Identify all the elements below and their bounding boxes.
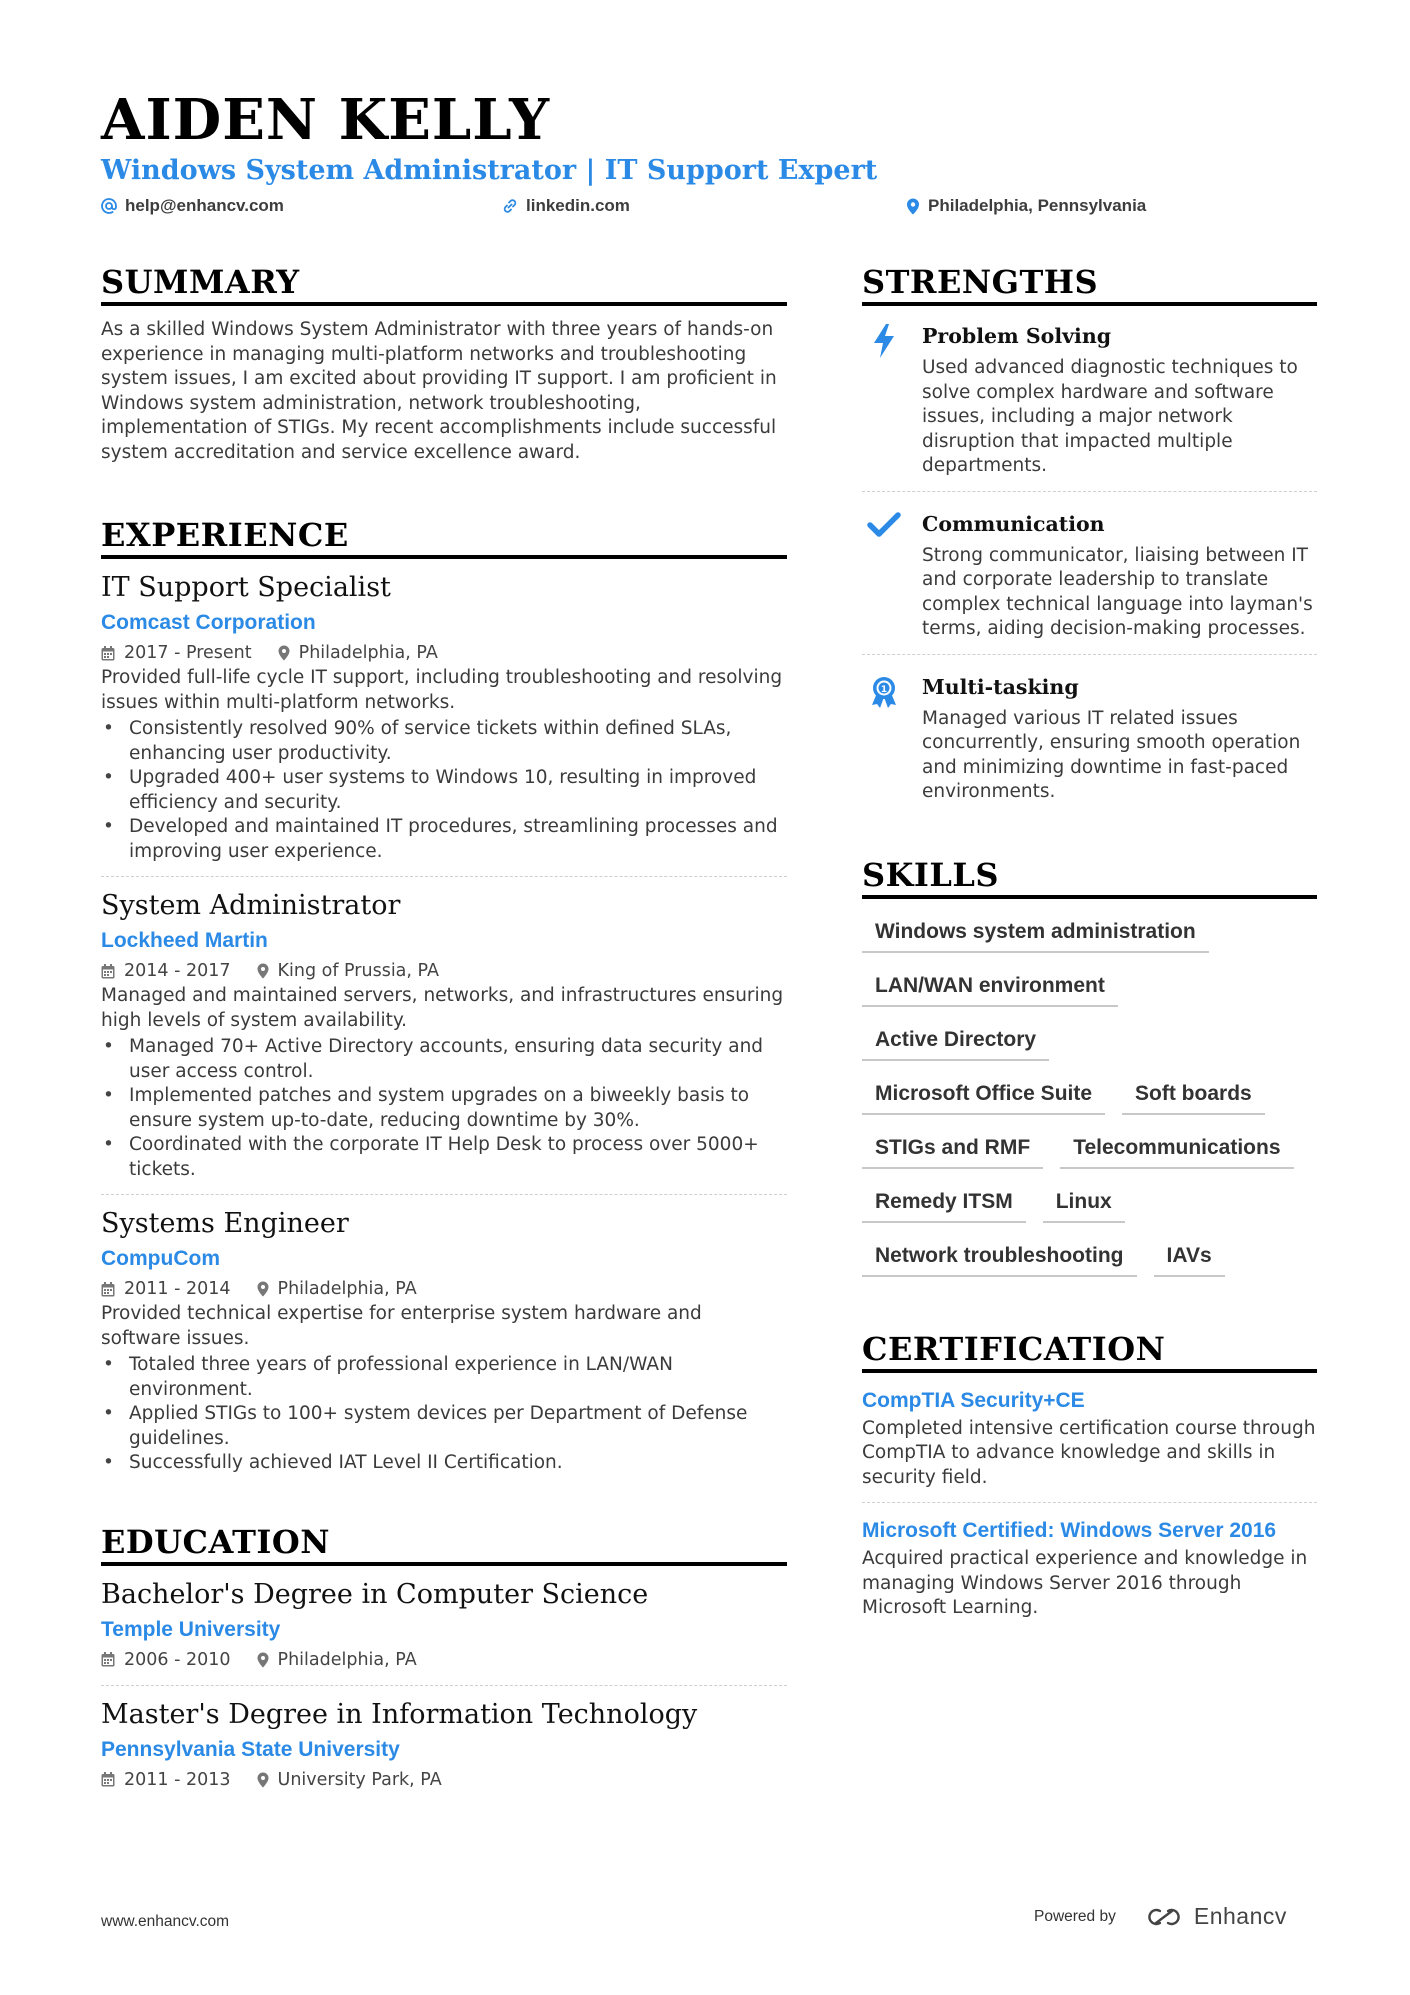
location-text: Philadelphia, Pennsylvania bbox=[928, 196, 1147, 215]
skills-row bbox=[862, 1237, 1317, 1291]
calendar-icon bbox=[101, 646, 115, 661]
calendar-icon bbox=[101, 1652, 115, 1667]
strength-title: Multi-tasking bbox=[922, 674, 1079, 699]
date-range bbox=[101, 958, 231, 984]
job-location bbox=[257, 958, 439, 984]
summary-title: SUMMARY bbox=[101, 262, 787, 306]
location-text: Philadelphia, PA bbox=[277, 1279, 417, 1299]
location-text: University Park, PA bbox=[277, 1769, 442, 1790]
school-name: Pennsylvania State University bbox=[101, 1737, 400, 1761]
company-name: Lockheed Martin bbox=[101, 929, 268, 952]
date-range bbox=[101, 1767, 231, 1793]
skill-tag: STIGs and RMF bbox=[862, 1129, 1043, 1169]
certification-title: CERTIFICATION bbox=[862, 1329, 1317, 1373]
strengths-title: STRENGTHS bbox=[862, 262, 1317, 306]
job-title: System Administrator bbox=[101, 890, 401, 921]
job-description: Provided full-life cycle IT support, including troubleshooting and resolving issues within multi-platform networks. bbox=[101, 667, 783, 713]
certification-section bbox=[862, 1329, 1317, 1621]
skill-tag: Soft boards bbox=[1122, 1075, 1265, 1115]
skill-tag: Network troubleshooting bbox=[862, 1237, 1137, 1277]
date-text: 2017 - Present bbox=[124, 643, 252, 663]
enhancv-logo-icon bbox=[1142, 1906, 1186, 1928]
education-entry bbox=[101, 1698, 787, 1793]
experience-entry bbox=[101, 1207, 787, 1476]
candidate-name: AIDEN KELLY bbox=[101, 87, 551, 153]
job-bullets bbox=[101, 1035, 787, 1182]
education-entry bbox=[101, 1578, 787, 1673]
school-name: Temple University bbox=[101, 1617, 281, 1641]
link-icon bbox=[502, 198, 518, 214]
date-text: 2014 - 2017 bbox=[124, 961, 231, 981]
date-range bbox=[101, 640, 252, 666]
bullet-item: • Totaled three years of professional experience in LAN/WAN environment. bbox=[101, 1353, 787, 1402]
date-text: 2011 - 2014 bbox=[124, 1279, 231, 1299]
company-name: CompuCom bbox=[101, 1247, 220, 1270]
footer-website[interactable]: www.enhancv.com bbox=[101, 1913, 230, 1930]
summary-section bbox=[101, 262, 787, 465]
certification-entry bbox=[862, 1387, 1317, 1491]
certification-name: Microsoft Certified: Windows Server 2016 bbox=[862, 1519, 1277, 1542]
divider bbox=[101, 1194, 787, 1195]
calendar-icon bbox=[101, 1282, 115, 1297]
location-pin-icon bbox=[257, 963, 269, 979]
award-ribbon-icon bbox=[864, 675, 904, 715]
date-text: 2006 - 2010 bbox=[124, 1649, 231, 1670]
lightning-icon bbox=[864, 324, 904, 364]
skills-row bbox=[862, 1183, 1317, 1237]
company-name: Comcast Corporation bbox=[101, 611, 316, 634]
brand-name: Enhancv bbox=[1193, 1903, 1287, 1929]
calendar-icon bbox=[101, 1772, 115, 1787]
candidate-headline: Windows System Administrator | IT Support Expert bbox=[101, 155, 878, 186]
skills-row bbox=[862, 1129, 1317, 1183]
skill-tag: Windows system administration bbox=[862, 913, 1209, 953]
contact-location bbox=[906, 194, 1146, 218]
job-location bbox=[257, 1276, 417, 1302]
date-range bbox=[101, 1276, 231, 1302]
job-bullets bbox=[101, 1353, 787, 1476]
bullet-item: • Successfully achieved IAT Level II Certification. bbox=[101, 1451, 787, 1476]
at-icon bbox=[101, 198, 117, 214]
skills-row bbox=[862, 1075, 1317, 1129]
location-pin-icon bbox=[257, 1652, 269, 1668]
divider bbox=[101, 1685, 787, 1686]
skill-tag: Telecommunications bbox=[1060, 1129, 1293, 1169]
bullet-item: • Consistently resolved 90% of service tickets within defined SLAs, enhancing user productivity. bbox=[101, 717, 787, 766]
calendar-icon bbox=[101, 964, 115, 979]
experience-title: EXPERIENCE bbox=[101, 515, 787, 559]
divider bbox=[862, 491, 1317, 492]
bullet-item: • Upgraded 400+ user systems to Windows 10, resulting in improved efficiency and security. bbox=[101, 766, 787, 815]
location-pin-icon bbox=[257, 1281, 269, 1297]
skills-row bbox=[862, 967, 1317, 1021]
footer-branding bbox=[1034, 1903, 1287, 1930]
location-text: Philadelphia, PA bbox=[277, 1649, 417, 1670]
strength-text: Managed various IT related issues concurrently, ensuring smooth operation and minimizing downtime in fast-paced environments. bbox=[922, 707, 1301, 802]
education-title: EDUCATION bbox=[101, 1522, 787, 1566]
education-section bbox=[101, 1522, 787, 1793]
strength-item bbox=[862, 322, 1317, 479]
contact-email[interactable] bbox=[101, 194, 284, 218]
linkedin-text: linkedin.com bbox=[526, 196, 630, 215]
strength-title: Communication bbox=[922, 511, 1105, 536]
experience-entry bbox=[101, 571, 787, 864]
education-meta bbox=[101, 1767, 787, 1793]
left-column bbox=[101, 262, 787, 1793]
skills-row bbox=[862, 913, 1317, 967]
job-title: IT Support Specialist bbox=[101, 572, 391, 603]
bullet-item: • Applied STIGs to 100+ system devices per Department of Defense guidelines. bbox=[101, 1402, 787, 1451]
job-description: Managed and maintained servers, networks, and infrastructures ensuring high levels of system availability. bbox=[101, 985, 784, 1031]
degree-title: Master's Degree in Information Technology bbox=[101, 1698, 698, 1730]
certification-name: CompTIA Security+CE bbox=[862, 1388, 1085, 1412]
skill-tag: Microsoft Office Suite bbox=[862, 1075, 1105, 1115]
checkmark-icon bbox=[864, 512, 904, 552]
job-description: Provided technical expertise for enterprise system hardware and software issues. bbox=[101, 1303, 702, 1349]
education-location bbox=[257, 1647, 417, 1673]
education-location bbox=[257, 1767, 442, 1793]
job-meta bbox=[101, 958, 787, 984]
experience-section bbox=[101, 515, 787, 1476]
experience-entry bbox=[101, 889, 787, 1182]
divider bbox=[862, 654, 1317, 655]
bullet-item: • Developed and maintained IT procedures, streamlining processes and improving user experience. bbox=[101, 815, 787, 864]
date-range bbox=[101, 1647, 231, 1673]
skill-tag: LAN/WAN environment bbox=[862, 967, 1118, 1007]
powered-by-text: Powered by bbox=[1034, 1907, 1116, 1925]
job-meta bbox=[101, 1276, 787, 1302]
bullet-item: • Coordinated with the corporate IT Help Desk to process over 5000+ tickets. bbox=[101, 1133, 787, 1182]
job-meta bbox=[101, 640, 787, 666]
location-text: Philadelphia, PA bbox=[298, 643, 438, 663]
date-text: 2011 - 2013 bbox=[124, 1769, 231, 1790]
job-bullets bbox=[101, 717, 787, 864]
strengths-section bbox=[862, 262, 1317, 805]
skill-tag: IAVs bbox=[1154, 1237, 1225, 1277]
contact-linkedin[interactable] bbox=[502, 194, 630, 218]
strength-item bbox=[862, 510, 1317, 642]
job-location bbox=[278, 640, 438, 666]
location-pin-icon bbox=[278, 645, 290, 661]
divider bbox=[101, 876, 787, 877]
location-pin-icon bbox=[906, 198, 920, 215]
certification-text: Acquired practical experience and knowledge in managing Windows Server 2016 through Microsoft Learning. bbox=[862, 1548, 1308, 1618]
right-column bbox=[862, 262, 1317, 1621]
certification-entry bbox=[862, 1517, 1317, 1621]
skill-tag: Remedy ITSM bbox=[862, 1183, 1026, 1223]
skill-tag: Linux bbox=[1043, 1183, 1125, 1223]
certification-text: Completed intensive certification course through CompTIA to advance knowledge and skills in security field. bbox=[862, 1417, 1316, 1488]
svg-text:1: 1 bbox=[880, 684, 888, 695]
degree-title: Bachelor's Degree in Computer Science bbox=[101, 1578, 649, 1610]
job-title: Systems Engineer bbox=[101, 1208, 349, 1239]
skills-row bbox=[862, 1021, 1317, 1075]
summary-text: As a skilled Windows System Administrator with three years of hands-on experience in managing multi-platform networks and troubleshooting system issues, I am excited about providing IT support. I am proficient in Windows system administration, network troubleshooting, implementation of STIGs. My recent accomplishments include successful system accreditation and service excellence award. bbox=[101, 319, 777, 463]
skills-title: SKILLS bbox=[862, 855, 1317, 899]
strength-item bbox=[862, 673, 1317, 805]
email-text: help@enhancv.com bbox=[125, 196, 284, 215]
strength-text: Strong communicator, liaising between IT and corporate leadership to translate complex technical language into layman's terms, aiding decision-making processes. bbox=[922, 544, 1313, 639]
skill-tag: Active Directory bbox=[862, 1021, 1049, 1061]
skills-list bbox=[862, 913, 1317, 1291]
strength-title: Problem Solving bbox=[922, 324, 1112, 348]
education-meta bbox=[101, 1647, 787, 1673]
location-pin-icon bbox=[257, 1772, 269, 1788]
bullet-item: • Implemented patches and system upgrades on a biweekly basis to ensure system up-to-date, reducing downtime by 30%. bbox=[101, 1084, 787, 1133]
divider bbox=[862, 1502, 1317, 1503]
bullet-item: • Managed 70+ Active Directory accounts, ensuring data security and user access control. bbox=[101, 1035, 787, 1084]
strength-text: Used advanced diagnostic techniques to solve complex hardware and software issues, including a major network disruption that impacted multiple departments. bbox=[922, 357, 1298, 476]
location-text: King of Prussia, PA bbox=[277, 961, 439, 981]
skills-section bbox=[862, 855, 1317, 1291]
